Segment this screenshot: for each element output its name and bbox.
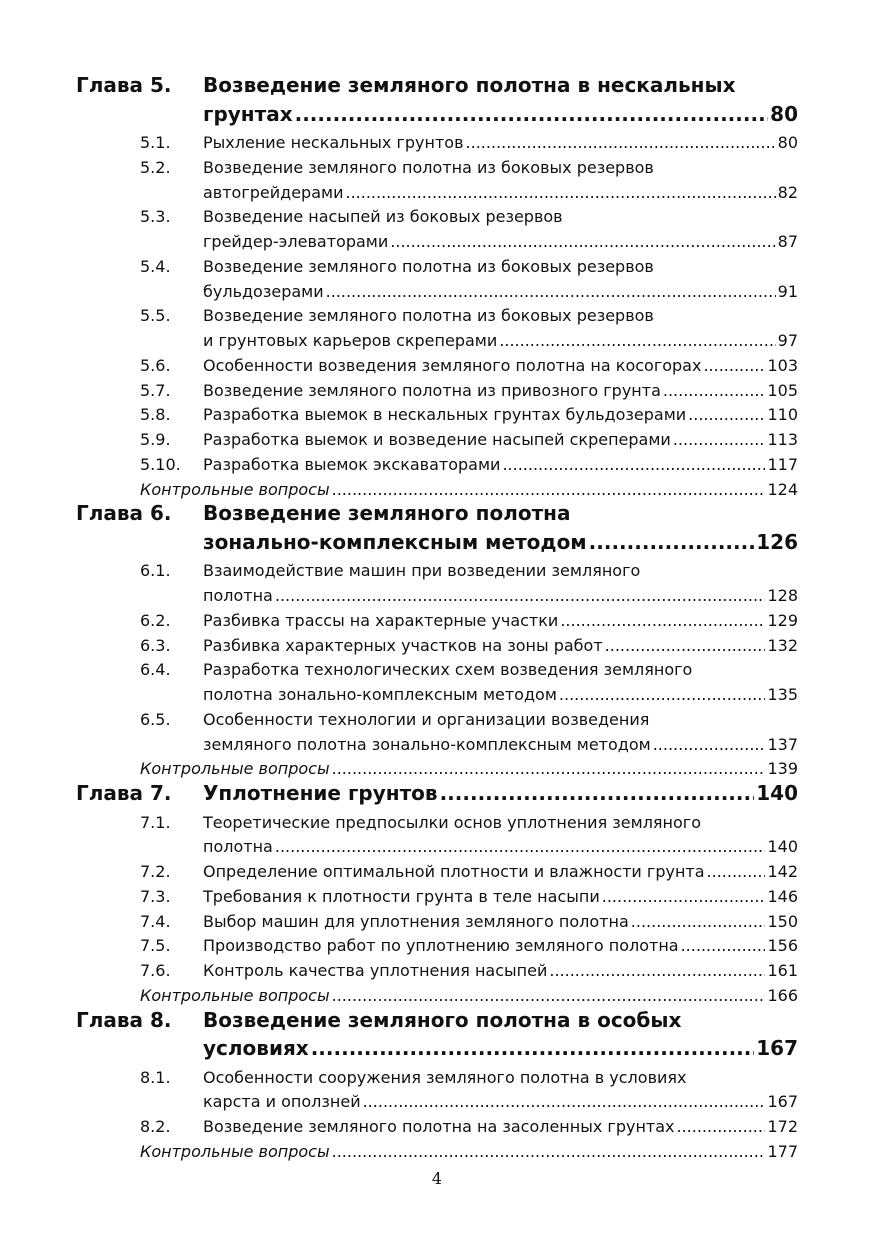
section-row — [0, 809, 874, 835]
section-row — [0, 1113, 874, 1139]
page-ref: 140 — [767, 837, 798, 857]
dot-leader — [673, 430, 766, 449]
page-number: 4 — [431, 1169, 443, 1188]
entry-title-text: земляного полотна зонально-комплексным методом — [203, 734, 651, 754]
dot-leader — [559, 685, 766, 704]
entry-title — [140, 759, 798, 778]
page-ref: 113 — [767, 430, 798, 449]
entry-title — [203, 912, 798, 931]
page-ref: 97 — [777, 331, 798, 350]
entry-title — [203, 887, 798, 906]
entry-title-text: Возведение земляного полотна из боковых резервов — [203, 157, 654, 177]
section-row — [0, 352, 874, 378]
entry-title — [203, 735, 798, 754]
dot-leader — [332, 986, 766, 1005]
page-ref: 137 — [767, 734, 798, 754]
page-ref: 140 — [756, 781, 798, 805]
entry-title-text: грейдер-элеваторами — [203, 232, 389, 251]
chapter-row — [0, 101, 874, 127]
section-row — [0, 129, 874, 155]
entry-title-text: Разработка технологических схем возведения земляного — [203, 660, 693, 680]
page-ref: 126 — [756, 529, 798, 554]
page-ref: 139 — [767, 759, 798, 779]
entry-title-text: Взаимодействие машин при возведении земляного — [203, 561, 641, 581]
entry-title — [203, 257, 798, 276]
entry-title — [203, 158, 798, 177]
entry-title — [203, 837, 798, 856]
section-number: 7.4. — [140, 911, 171, 931]
section-row — [0, 908, 874, 934]
section-number: 5.7. — [140, 380, 171, 400]
entry-title — [203, 183, 798, 202]
section-number: 5.4. — [140, 256, 171, 276]
section-row — [0, 656, 874, 682]
entry-title — [203, 306, 798, 325]
section-number: 7.3. — [140, 886, 171, 906]
section-number: 7.2. — [140, 862, 171, 881]
dot-leader — [549, 961, 765, 980]
dot-leader — [560, 611, 765, 630]
entry-title-text: Уплотнение грунтов — [203, 781, 438, 805]
chapter-row — [0, 1035, 874, 1061]
entry-title-text: Возведение насыпей из боковых резервов — [203, 207, 563, 227]
section-number: 8.2. — [140, 1117, 171, 1136]
section-row — [0, 1064, 874, 1090]
page-ref: 80 — [770, 101, 798, 126]
entry-title-text: Разбивка характерных участков на зоны работ — [203, 635, 603, 655]
dot-leader — [502, 455, 765, 474]
entry-title-text: полотна зонально-комплексным методом — [203, 685, 557, 704]
entry-title-text: Возведение земляного полотна из привозного грунта — [203, 380, 661, 400]
entry-title-text: Особенности возведения земляного полотна на косогорах — [203, 355, 702, 375]
entry-title-text: полотна — [203, 837, 273, 857]
entry-title — [203, 102, 798, 126]
entry-title — [203, 961, 798, 980]
control-questions-row — [0, 755, 874, 781]
page-ref: 150 — [767, 911, 798, 931]
entry-title-text: Возведение земляного полотна — [203, 501, 571, 526]
page-ref: 103 — [767, 355, 798, 375]
page-ref: 128 — [767, 586, 798, 605]
chapter-row — [0, 529, 874, 555]
page-ref: 167 — [767, 1092, 798, 1112]
section-row — [0, 451, 874, 477]
dot-leader — [681, 936, 766, 955]
section-number: 6.4. — [140, 660, 171, 680]
section-row — [0, 833, 874, 859]
entry-title-text: карста и оползней — [203, 1092, 361, 1112]
entry-title-text: грунтах — [203, 101, 293, 126]
page-ref: 129 — [767, 610, 798, 630]
section-row — [0, 883, 874, 909]
page-ref: 91 — [777, 281, 798, 301]
dot-leader — [275, 837, 766, 856]
section-row — [0, 401, 874, 427]
entry-title — [203, 1008, 798, 1032]
entry-title-text: Возведение земляного полотна из боковых резервов — [203, 256, 654, 276]
entry-title-text: Контрольные вопросы — [140, 759, 330, 779]
entry-title-text: Контрольные вопросы — [140, 479, 330, 499]
section-number: 5.5. — [140, 306, 171, 326]
entry-title-text: Возведение земляного полотна на засоленных грунтах — [203, 1117, 675, 1136]
entry-title — [203, 430, 798, 449]
entry-title-text: Производство работ по уплотнению земляного полотна — [203, 936, 679, 956]
page-ref: 135 — [767, 685, 798, 704]
entry-title — [203, 561, 798, 580]
chapter-label: Глава 8. — [76, 1007, 172, 1032]
entry-title — [203, 501, 798, 525]
section-number: 5.3. — [140, 207, 171, 227]
entry-title-text: Разработка выемок экскаваторами — [203, 454, 501, 474]
section-number: 8.1. — [140, 1067, 171, 1087]
entry-title — [203, 331, 798, 350]
control-questions-row — [0, 476, 874, 502]
dot-leader — [332, 759, 766, 778]
section-row — [0, 327, 874, 353]
entry-title-text: Разработка выемок в нескальных грунтах бульдозерами — [203, 405, 687, 425]
control-questions-row — [0, 1138, 874, 1164]
entry-title — [203, 660, 798, 679]
dot-leader — [605, 636, 766, 655]
page-ref: 167 — [756, 1036, 798, 1060]
page-ref: 177 — [767, 1141, 798, 1161]
entry-title-text: Рыхление нескальных грунтов — [203, 133, 464, 152]
dot-leader — [703, 356, 765, 375]
dot-leader — [677, 1117, 766, 1136]
entry-title — [203, 862, 798, 881]
dot-leader — [275, 586, 766, 605]
section-number: 5.9. — [140, 430, 171, 449]
section-number: 6.1. — [140, 561, 171, 581]
entry-title — [203, 232, 798, 251]
entry-title-text: и грунтовых карьеров скреперами — [203, 331, 498, 350]
entry-title-text: Возведение земляного полотна из боковых резервов — [203, 306, 654, 326]
page-ref: 110 — [767, 405, 798, 425]
entry-title-text: Требования к плотности грунта в теле насыпи — [203, 886, 600, 906]
entry-title — [203, 586, 798, 605]
entry-title — [203, 282, 798, 301]
dot-leader — [390, 232, 775, 251]
dot-leader — [602, 887, 766, 906]
page-ref: 146 — [767, 886, 798, 906]
entry-title-text: Особенности технологии и организации возведения — [203, 709, 650, 729]
page-ref: 80 — [777, 133, 798, 152]
dot-leader — [326, 282, 776, 301]
dot-leader — [466, 133, 776, 152]
chapter-label: Глава 5. — [76, 73, 172, 97]
page-ref: 105 — [767, 380, 798, 400]
entry-title — [203, 685, 798, 704]
section-row — [0, 731, 874, 757]
dot-leader — [311, 1036, 755, 1060]
entry-title — [203, 611, 798, 630]
dot-leader — [295, 102, 769, 126]
dot-leader — [440, 781, 755, 805]
entry-title — [203, 133, 798, 152]
section-row — [0, 228, 874, 254]
entry-title — [203, 636, 798, 655]
entry-title — [140, 1142, 798, 1161]
page-ref: 87 — [777, 232, 798, 251]
entry-title — [203, 1036, 798, 1060]
section-number: 5.6. — [140, 355, 171, 375]
section-row — [0, 632, 874, 658]
dot-leader — [653, 735, 766, 754]
entry-title — [203, 455, 798, 474]
entry-title-text: Особенности сооружения земляного полотна в условиях — [203, 1067, 687, 1087]
section-number: 7.6. — [140, 961, 171, 980]
entry-title — [203, 1092, 798, 1111]
section-row — [0, 302, 874, 328]
entry-title-text: условиях — [203, 1036, 309, 1060]
entry-title — [203, 1068, 798, 1087]
section-row — [0, 253, 874, 279]
chapter-row — [0, 780, 874, 806]
section-row — [0, 858, 874, 884]
entry-title-text: Определение оптимальной плотности и влажности грунта — [203, 862, 705, 881]
dot-leader — [589, 530, 755, 554]
section-row — [0, 278, 874, 304]
entry-title-text: бульдозерами — [203, 281, 324, 301]
chapter-row — [0, 500, 874, 526]
dot-leader — [663, 381, 766, 400]
control-questions-row — [0, 982, 874, 1008]
chapter-row — [0, 1007, 874, 1033]
dot-leader — [363, 1092, 766, 1111]
section-number: 6.3. — [140, 635, 171, 655]
section-row — [0, 1088, 874, 1114]
section-number: 6.2. — [140, 610, 171, 630]
entry-title-text: полотна — [203, 586, 273, 605]
entry-title-text: Контрольные вопросы — [140, 1141, 330, 1161]
entry-title — [203, 405, 798, 424]
entry-title — [203, 73, 798, 97]
section-row — [0, 377, 874, 403]
page-ref: 82 — [777, 182, 798, 202]
entry-title — [203, 356, 798, 375]
page-ref: 117 — [767, 454, 798, 474]
chapter-row — [0, 72, 874, 98]
section-number: 7.1. — [140, 812, 171, 832]
section-row — [0, 557, 874, 583]
dot-leader — [332, 1142, 766, 1161]
chapter-label: Глава 7. — [76, 781, 172, 805]
chapter-label: Глава 6. — [76, 501, 172, 526]
page-ref: 124 — [767, 479, 798, 499]
section-number: 5.8. — [140, 405, 171, 425]
page-ref: 132 — [767, 635, 798, 655]
page-ref: 172 — [767, 1117, 798, 1136]
section-row — [0, 179, 874, 205]
entry-title-text: Теоретические предпосылки основ уплотнения земляного — [203, 812, 701, 832]
section-row — [0, 426, 874, 452]
section-number: 5.2. — [140, 157, 171, 177]
dot-leader — [631, 912, 766, 931]
entry-title-text: Возведение земляного полотна в особых — [203, 1007, 682, 1032]
section-row — [0, 582, 874, 608]
section-number: 7.5. — [140, 936, 171, 956]
entry-title — [203, 710, 798, 729]
dot-leader — [499, 331, 775, 350]
entry-title — [203, 813, 798, 832]
section-row — [0, 607, 874, 633]
entry-title-text: зонально-комплексным методом — [203, 529, 587, 554]
dot-leader — [345, 183, 775, 202]
section-row — [0, 932, 874, 958]
entry-title — [203, 936, 798, 955]
entry-title-text: Контрольные вопросы — [140, 985, 330, 1005]
section-number: 6.5. — [140, 709, 171, 729]
entry-title — [203, 1117, 798, 1136]
page-ref: 156 — [767, 936, 798, 956]
entry-title-text: автогрейдерами — [203, 182, 344, 202]
entry-title-text: Выбор машин для уплотнения земляного полотна — [203, 911, 629, 931]
section-row — [0, 203, 874, 229]
entry-title — [203, 781, 798, 805]
section-row — [0, 957, 874, 983]
section-row — [0, 681, 874, 707]
entry-title — [203, 381, 798, 400]
dot-leader — [332, 480, 766, 499]
entry-title-text: Разбивка трассы на характерные участки — [203, 610, 559, 630]
section-number: 5.1. — [140, 133, 171, 152]
entry-title — [203, 530, 798, 554]
section-row — [0, 706, 874, 732]
page-ref: 166 — [767, 985, 798, 1005]
page-ref: 142 — [767, 862, 798, 881]
entry-title — [140, 480, 798, 499]
section-row — [0, 154, 874, 180]
entry-title — [203, 207, 798, 226]
dot-leader — [707, 862, 766, 881]
entry-title-text: Контроль качества уплотнения насыпей — [203, 961, 548, 980]
dot-leader — [688, 405, 765, 424]
entry-title-text: Возведение земляного полотна в нескальных — [203, 73, 736, 97]
entry-title-text: Разработка выемок и возведение насыпей скреперами — [203, 430, 671, 449]
section-number: 5.10. — [140, 454, 181, 474]
page-ref: 161 — [767, 961, 798, 980]
entry-title — [140, 986, 798, 1005]
